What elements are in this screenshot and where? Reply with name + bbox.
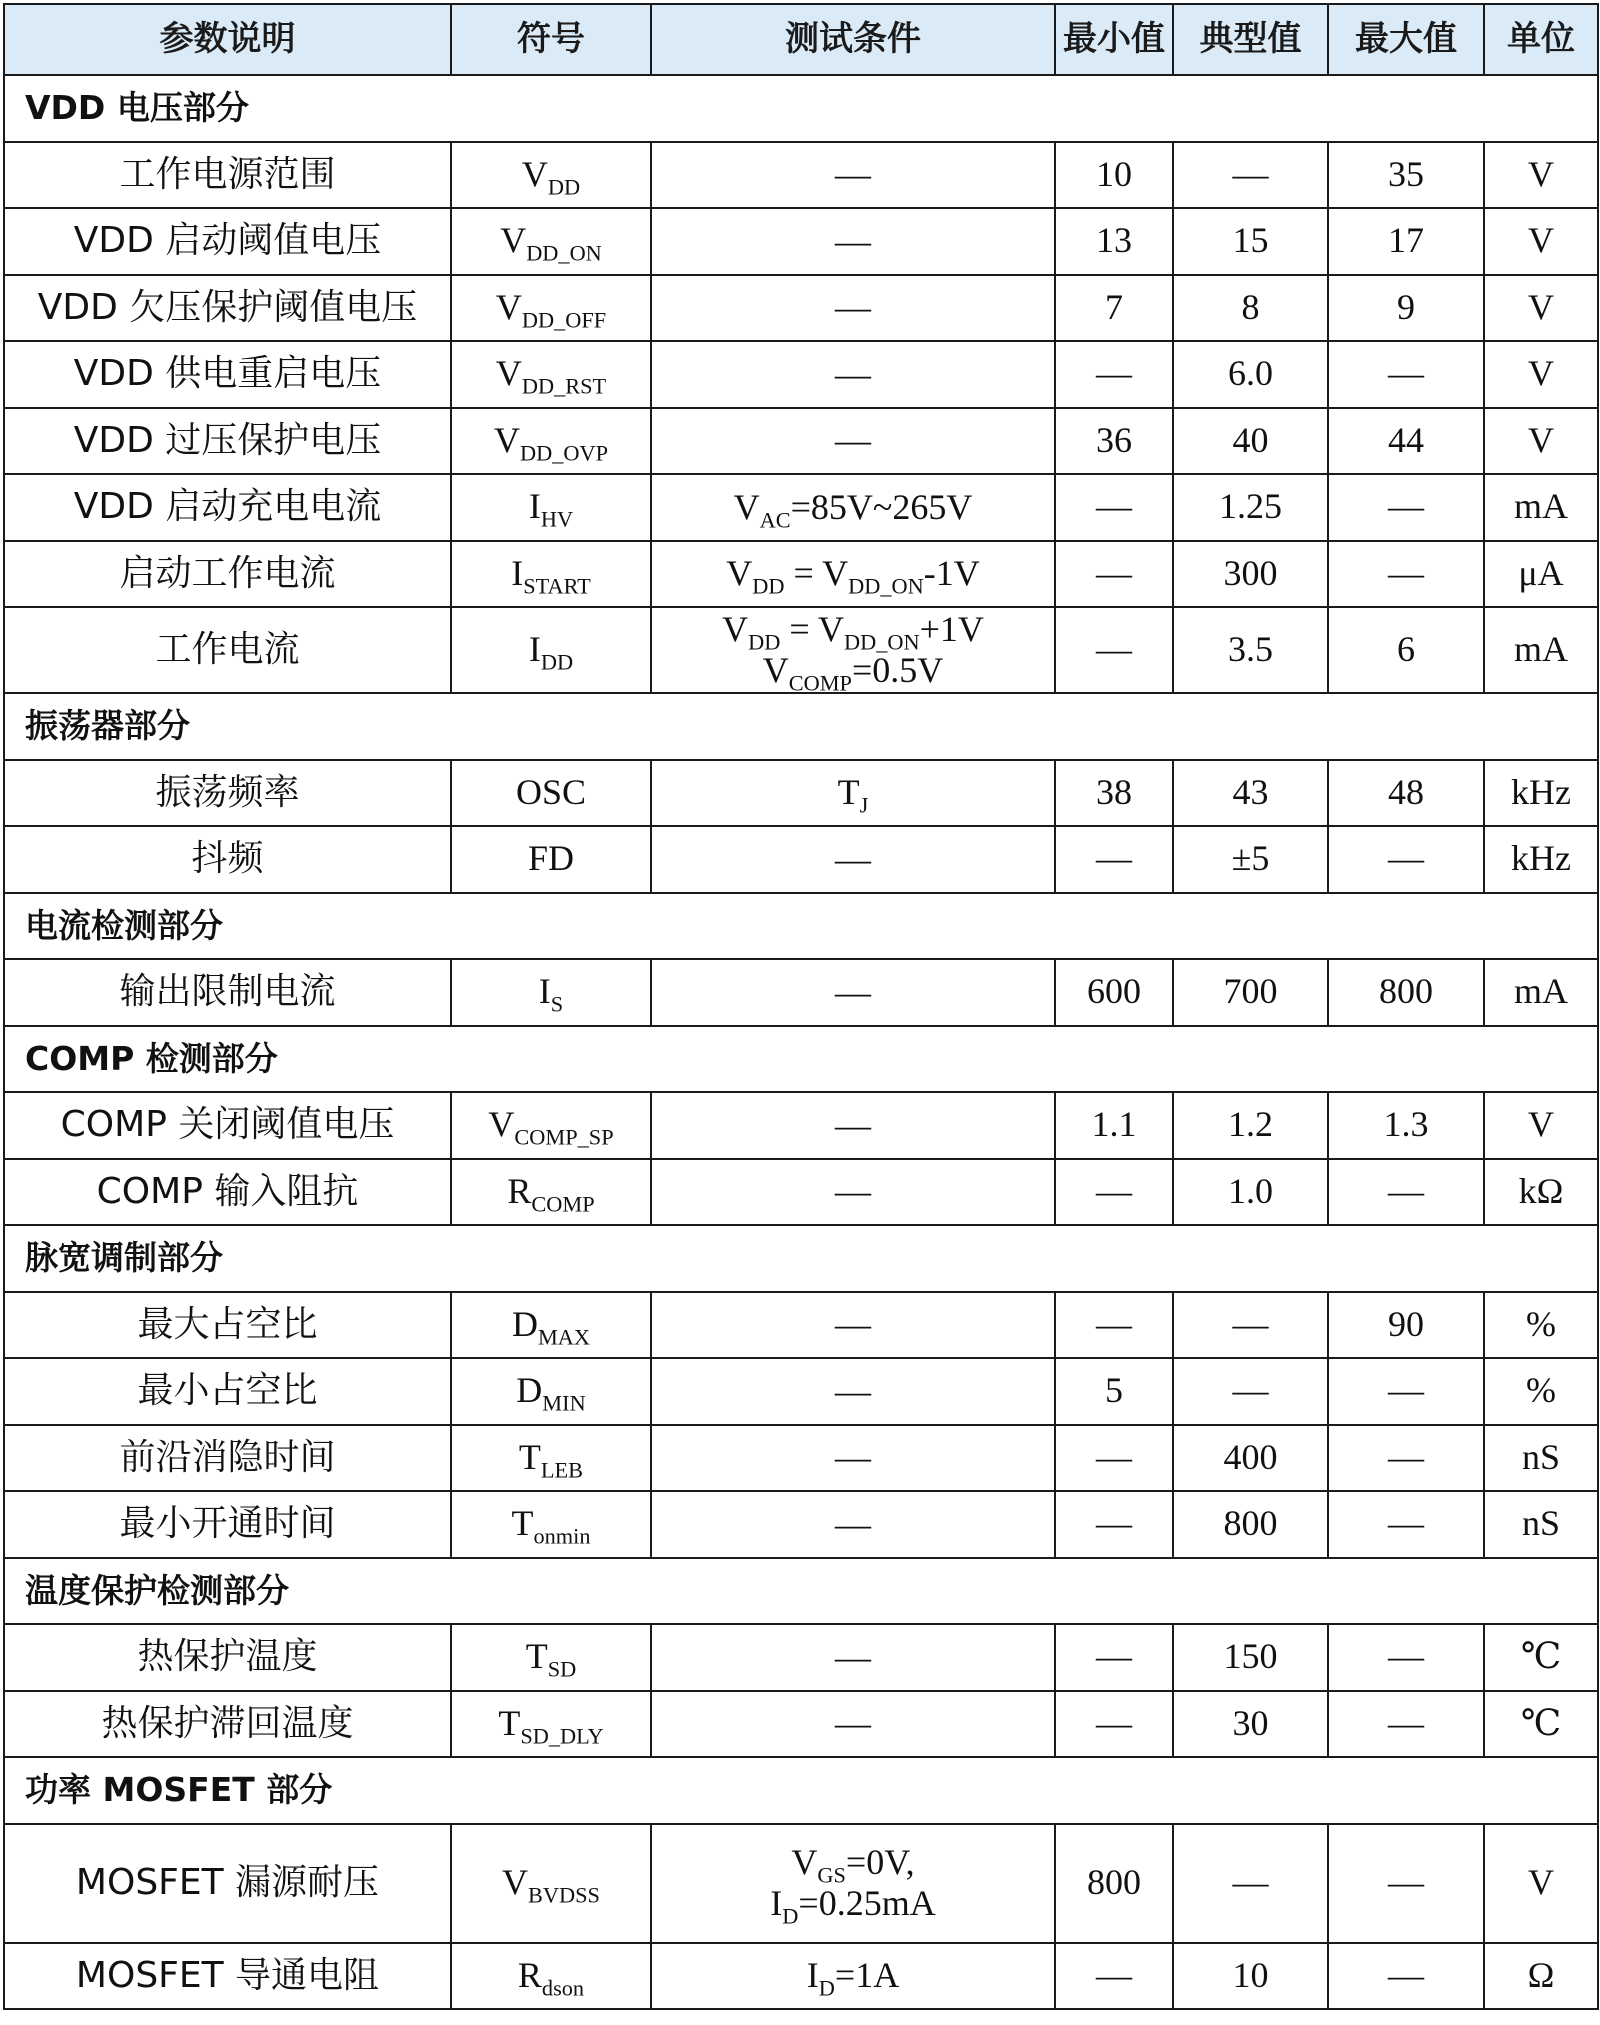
max-cell: 90: [1328, 1292, 1484, 1359]
condition-line: —: [835, 287, 871, 328]
header-min: 最小值: [1055, 4, 1173, 75]
table-row: [4, 1425, 1598, 1492]
param-cell: 工作电流: [4, 607, 451, 693]
symbol-base: I: [511, 552, 524, 593]
condition-cell: [651, 408, 1055, 475]
param-cell: 输出限制电流: [4, 959, 451, 1026]
table-row: [4, 341, 1598, 408]
typ-cell: 30: [1173, 1691, 1328, 1758]
symbol-subscript: COMP_SP: [514, 1124, 614, 1150]
max-cell: —: [1328, 826, 1484, 893]
condition-line: —: [835, 838, 871, 879]
symbol-cell: [451, 1292, 651, 1359]
condition-line: —: [835, 1503, 871, 1544]
min-cell: —: [1055, 607, 1173, 693]
min-cell: 5: [1055, 1358, 1173, 1425]
table-row: [4, 1292, 1598, 1359]
max-cell: —: [1328, 474, 1484, 541]
condition-cell: [651, 275, 1055, 342]
unit-cell: ℃: [1484, 1624, 1598, 1691]
symbol-base: V: [500, 220, 527, 261]
symbol-subscript: DD_OVP: [519, 440, 609, 466]
max-cell: 44: [1328, 408, 1484, 475]
section-row: [4, 1026, 1598, 1093]
condition-cell: [651, 1092, 1055, 1159]
unit-cell: %: [1484, 1292, 1598, 1359]
condition-cell: [651, 826, 1055, 893]
symbol-cell: [451, 541, 651, 608]
typ-cell: —: [1173, 142, 1328, 209]
condition-line: $V_{GS}=0V$,: [791, 1841, 915, 1888]
unit-cell: kHz: [1484, 760, 1598, 827]
symbol-cell: [451, 826, 651, 893]
typ-cell: 800: [1173, 1491, 1328, 1558]
symbol-base: I: [528, 486, 541, 527]
unit-cell: %: [1484, 1358, 1598, 1425]
section-row: [4, 1225, 1598, 1292]
table-row: [4, 959, 1598, 1026]
condition-cell: [651, 541, 1055, 608]
unit-cell: V: [1484, 275, 1598, 342]
symbol-base: V: [495, 286, 522, 327]
min-cell: —: [1055, 1943, 1173, 2010]
symbol-subscript: DD_OFF: [521, 307, 607, 333]
typ-cell: 40: [1173, 408, 1328, 475]
max-cell: —: [1328, 541, 1484, 608]
section-row: [4, 893, 1598, 960]
section-row: [4, 1757, 1598, 1824]
symbol-cell: [451, 1358, 651, 1425]
symbol-subscript: SD_DLY: [520, 1723, 604, 1749]
typ-cell: 400: [1173, 1425, 1328, 1492]
condition-cell: [651, 1292, 1055, 1359]
condition-line: $V_{DD} = V_{DD\_ON}-1V$: [726, 553, 980, 599]
condition-line: —: [835, 1304, 871, 1345]
symbol-base: V: [495, 353, 522, 394]
symbol-subscript: DD_RST: [521, 373, 607, 399]
max-cell: 1.3: [1328, 1092, 1484, 1159]
table-row: [4, 607, 1598, 693]
min-cell: 38: [1055, 760, 1173, 827]
condition-cell: [651, 142, 1055, 209]
condition-cell: [651, 208, 1055, 275]
condition-cell: [651, 959, 1055, 1026]
table-row: [4, 1491, 1598, 1558]
condition-line: $I_D=1A$: [806, 1955, 900, 2001]
typ-cell: ±5: [1173, 826, 1328, 893]
header-symbol: 符号: [451, 4, 651, 75]
symbol-cell: [451, 1624, 651, 1691]
max-cell: 35: [1328, 142, 1484, 209]
table-row: [4, 275, 1598, 342]
max-cell: 800: [1328, 959, 1484, 1026]
condition-line: —: [835, 1171, 871, 1212]
min-cell: —: [1055, 341, 1173, 408]
typ-cell: 300: [1173, 541, 1328, 608]
symbol-subscript: DD_ON: [526, 240, 602, 266]
typ-cell: 10: [1173, 1943, 1328, 2010]
param-cell: MOSFET 漏源耐压: [4, 1824, 451, 1943]
param-cell: COMP 关闭阈值电压: [4, 1092, 451, 1159]
param-cell: 振荡频率: [4, 760, 451, 827]
unit-cell: nS: [1484, 1491, 1598, 1558]
electrical-characteristics-table: [3, 3, 1599, 2010]
symbol-subscript: DD: [540, 649, 574, 675]
condition-cell: [651, 1358, 1055, 1425]
symbol-cell: [451, 408, 651, 475]
max-cell: —: [1328, 1691, 1484, 1758]
max-cell: —: [1328, 1943, 1484, 2010]
typ-cell: —: [1173, 1358, 1328, 1425]
typ-cell: 8: [1173, 275, 1328, 342]
max-cell: 17: [1328, 208, 1484, 275]
symbol-cell: [451, 1943, 651, 2010]
unit-cell: V: [1484, 1092, 1598, 1159]
condition-cell: [651, 474, 1055, 541]
min-cell: —: [1055, 474, 1173, 541]
min-cell: —: [1055, 541, 1173, 608]
symbol-subscript: LEB: [540, 1457, 584, 1483]
condition-line: —: [835, 220, 871, 261]
table-row: [4, 208, 1598, 275]
symbol-base: V: [521, 153, 548, 194]
typ-cell: 6.0: [1173, 341, 1328, 408]
typ-cell: 150: [1173, 1624, 1328, 1691]
condition-cell: [651, 760, 1055, 827]
symbol-cell: [451, 1425, 651, 1492]
table-row: [4, 1159, 1598, 1226]
table-row: [4, 826, 1598, 893]
symbol-subscript: SD: [547, 1656, 577, 1682]
condition-line: $T_J$: [837, 772, 869, 818]
condition-line: —: [835, 353, 871, 394]
typ-cell: 700: [1173, 959, 1328, 1026]
table-row: [4, 1691, 1598, 1758]
symbol-base: V: [488, 1104, 515, 1145]
param-cell: 最小占空比: [4, 1358, 451, 1425]
min-cell: 600: [1055, 959, 1173, 1026]
min-cell: —: [1055, 1292, 1173, 1359]
symbol-cell: [451, 1092, 651, 1159]
condition-cell: [651, 1943, 1055, 2010]
symbol-base: T: [518, 1436, 541, 1477]
condition-line: $V_{COMP}=0.5V$: [762, 650, 944, 696]
symbol-cell: [451, 1691, 651, 1758]
typ-cell: 15: [1173, 208, 1328, 275]
condition-line: —: [835, 1636, 871, 1677]
typ-cell: 43: [1173, 760, 1328, 827]
section-title: 温度保护检测部分: [4, 1558, 1598, 1625]
symbol-cell: [451, 1824, 651, 1943]
symbol-subscript: BVDSS: [528, 1882, 600, 1908]
condition-cell: [651, 341, 1055, 408]
table-row: [4, 474, 1598, 541]
min-cell: 36: [1055, 408, 1173, 475]
symbol-cell: [451, 275, 651, 342]
max-cell: —: [1328, 1159, 1484, 1226]
min-cell: 13: [1055, 208, 1173, 275]
condition-line: —: [835, 420, 871, 461]
table-row: [4, 541, 1598, 608]
param-cell: MOSFET 导通电阻: [4, 1943, 451, 2010]
symbol-base: R: [517, 1954, 542, 1995]
section-title: 电流检测部分: [4, 893, 1598, 960]
table-row: [4, 1624, 1598, 1691]
condition-cell: [651, 1624, 1055, 1691]
min-cell: 10: [1055, 142, 1173, 209]
condition-line: —: [835, 1370, 871, 1411]
header-max: 最大值: [1328, 4, 1484, 75]
min-cell: —: [1055, 1624, 1173, 1691]
param-cell: VDD 欠压保护阈值电压: [4, 275, 451, 342]
param-cell: 工作电源范围: [4, 142, 451, 209]
symbol-cell: [451, 760, 651, 827]
typ-cell: 1.25: [1173, 474, 1328, 541]
table-row: [4, 1943, 1598, 2010]
table-row: [4, 760, 1598, 827]
symbol-cell: [451, 341, 651, 408]
param-cell: 热保护滞回温度: [4, 1691, 451, 1758]
typ-cell: —: [1173, 1292, 1328, 1359]
unit-cell: Ω: [1484, 1943, 1598, 2010]
min-cell: —: [1055, 1491, 1173, 1558]
symbol-cell: [451, 142, 651, 209]
symbol-base: T: [498, 1702, 521, 1743]
symbol-cell: [451, 1491, 651, 1558]
max-cell: —: [1328, 341, 1484, 408]
symbol-cell: [451, 208, 651, 275]
unit-cell: V: [1484, 142, 1598, 209]
header-condition: 测试条件: [651, 4, 1055, 75]
min-cell: —: [1055, 1159, 1173, 1226]
unit-cell: mA: [1484, 474, 1598, 541]
header-unit: 单位: [1484, 4, 1598, 75]
table-row: [4, 142, 1598, 209]
min-cell: —: [1055, 826, 1173, 893]
param-cell: COMP 输入阻抗: [4, 1159, 451, 1226]
min-cell: 1.1: [1055, 1092, 1173, 1159]
param-cell: 启动工作电流: [4, 541, 451, 608]
header-row: [4, 4, 1598, 75]
condition-line: $V_{DD} = V_{DD\_ON}+1V$: [722, 608, 984, 655]
max-cell: —: [1328, 1824, 1484, 1943]
max-cell: —: [1328, 1358, 1484, 1425]
symbol-subscript: START: [523, 573, 591, 599]
table-row: [4, 1824, 1598, 1943]
condition-line: $V_{AC}=85V\sim 265V$: [733, 486, 973, 533]
unit-cell: μA: [1484, 541, 1598, 608]
symbol-subscript: COMP: [531, 1191, 595, 1217]
header-param: 参数说明: [4, 4, 451, 75]
section-title: COMP 检测部分: [4, 1026, 1598, 1093]
table-row: [4, 408, 1598, 475]
param-cell: VDD 供电重启电压: [4, 341, 451, 408]
header-typ: 典型值: [1173, 4, 1328, 75]
condition-cell: [651, 1159, 1055, 1226]
table-row: [4, 1358, 1598, 1425]
symbol-base: T: [525, 1636, 548, 1677]
unit-cell: V: [1484, 341, 1598, 408]
symbol-subscript: MAX: [537, 1324, 591, 1350]
section-row: [4, 693, 1598, 760]
unit-cell: nS: [1484, 1425, 1598, 1492]
symbol-base: I: [538, 971, 551, 1012]
symbol-subscript: onmin: [533, 1523, 591, 1549]
condition-cell: [651, 1425, 1055, 1492]
typ-cell: 1.0: [1173, 1159, 1328, 1226]
table-body: [4, 75, 1598, 2009]
min-cell: 7: [1055, 275, 1173, 342]
max-cell: —: [1328, 1425, 1484, 1492]
symbol-base: OSC: [515, 771, 587, 812]
symbol-base: V: [502, 1862, 529, 1903]
typ-cell: 3.5: [1173, 607, 1328, 693]
max-cell: 9: [1328, 275, 1484, 342]
symbol-base: T: [511, 1503, 534, 1544]
symbol-subscript: DD: [547, 174, 581, 200]
symbol-base: D: [516, 1370, 543, 1411]
section-row: [4, 75, 1598, 142]
condition-line: $I_D=0.25mA$: [770, 1883, 936, 1929]
max-cell: —: [1328, 1491, 1484, 1558]
min-cell: —: [1055, 1425, 1173, 1492]
param-cell: 最大占空比: [4, 1292, 451, 1359]
typ-cell: 1.2: [1173, 1092, 1328, 1159]
section-title: 功率 MOSFET 部分: [4, 1757, 1598, 1824]
condition-line: —: [835, 1104, 871, 1145]
condition-cell: [651, 1491, 1055, 1558]
condition-line: —: [835, 1437, 871, 1478]
param-cell: 抖频: [4, 826, 451, 893]
param-cell: VDD 启动充电电流: [4, 474, 451, 541]
symbol-base: I: [528, 629, 541, 670]
table-row: [4, 1092, 1598, 1159]
param-cell: 最小开通时间: [4, 1491, 451, 1558]
symbol-cell: [451, 959, 651, 1026]
param-cell: 前沿消隐时间: [4, 1425, 451, 1492]
symbol-base: V: [493, 419, 520, 460]
typ-cell: —: [1173, 1824, 1328, 1943]
symbol-cell: [451, 607, 651, 693]
condition-line: —: [835, 154, 871, 195]
symbol-subscript: HV: [540, 506, 574, 532]
condition-line: —: [835, 1703, 871, 1744]
unit-cell: V: [1484, 1824, 1598, 1943]
section-title: 振荡器部分: [4, 693, 1598, 760]
unit-cell: kHz: [1484, 826, 1598, 893]
max-cell: 48: [1328, 760, 1484, 827]
symbol-subscript: dson: [541, 1975, 585, 2001]
unit-cell: kΩ: [1484, 1159, 1598, 1226]
min-cell: 800: [1055, 1824, 1173, 1943]
section-row: [4, 1558, 1598, 1625]
section-title: VDD 电压部分: [4, 75, 1598, 142]
symbol-base: R: [507, 1170, 532, 1211]
symbol-base: FD: [527, 838, 575, 879]
section-title: 脉宽调制部分: [4, 1225, 1598, 1292]
min-cell: —: [1055, 1691, 1173, 1758]
param-cell: 热保护温度: [4, 1624, 451, 1691]
symbol-cell: [451, 1159, 651, 1226]
max-cell: —: [1328, 1624, 1484, 1691]
condition-cell: [651, 1691, 1055, 1758]
condition-cell: [651, 607, 1055, 696]
unit-cell: mA: [1484, 607, 1598, 693]
unit-cell: V: [1484, 408, 1598, 475]
symbol-subscript: MIN: [542, 1390, 586, 1416]
unit-cell: mA: [1484, 959, 1598, 1026]
symbol-cell: [451, 474, 651, 541]
symbol-base: D: [511, 1303, 538, 1344]
param-cell: VDD 过压保护电压: [4, 408, 451, 475]
condition-line: —: [835, 971, 871, 1012]
param-cell: VDD 启动阈值电压: [4, 208, 451, 275]
max-cell: 6: [1328, 607, 1484, 693]
symbol-subscript: S: [550, 991, 564, 1017]
unit-cell: ℃: [1484, 1691, 1598, 1758]
unit-cell: V: [1484, 208, 1598, 275]
condition-cell: [651, 1824, 1055, 1943]
